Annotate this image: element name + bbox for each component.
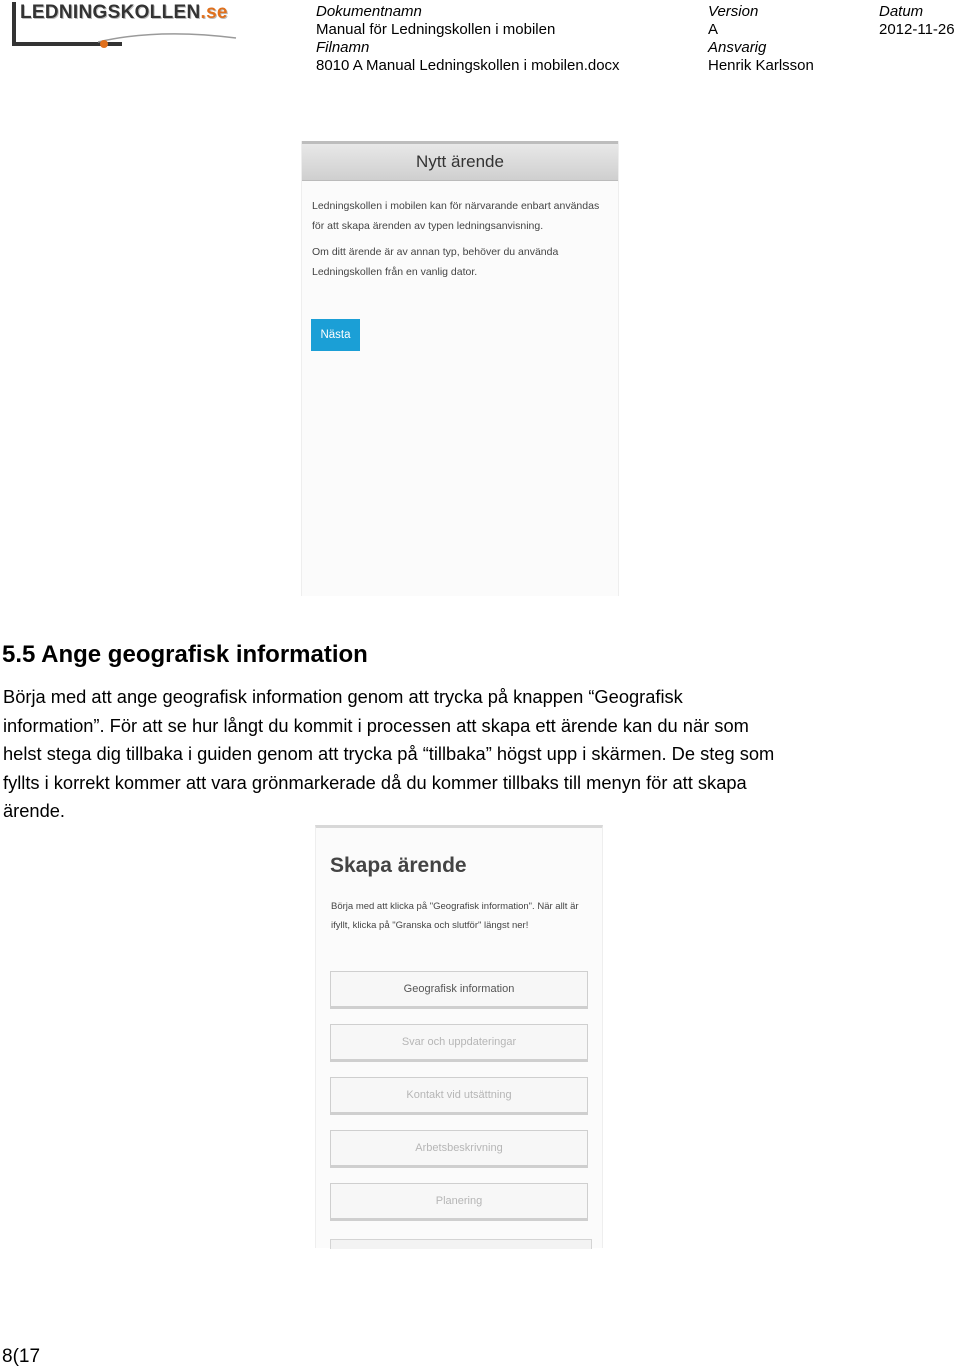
logo-bar xyxy=(12,2,16,46)
doc-name-value: Manual för Ledningskollen i mobilen xyxy=(316,21,556,38)
logo-text-main: LEDNINGSKOLLEN xyxy=(20,2,201,23)
next-button[interactable]: Nästa xyxy=(311,319,360,351)
screenshot-create-case xyxy=(315,825,603,1248)
logo-text xyxy=(20,2,228,24)
responsible-value: Henrik Karlsson xyxy=(708,57,814,74)
section-heading: 5.5 Ange geografisk information xyxy=(2,641,368,668)
new-case-info-text: Ledningskollen i mobilen kan för närvarande enbart användas för att skapa ärenden av typen ledningsanvisning. xyxy=(312,200,600,232)
new-case-title: Nytt ärende xyxy=(302,141,618,181)
file-name-label: Filnamn xyxy=(316,39,370,56)
work-description-button[interactable]: Arbetsbeskrivning xyxy=(330,1130,588,1168)
date-label: Datum xyxy=(879,3,924,20)
screenshot-new-case xyxy=(301,141,619,596)
logo-swoosh-icon xyxy=(98,24,238,52)
paragraph-line: helst stega dig tillbaka i guiden genom att trycka på “tillbaka” högst upp i skärmen. De steg som xyxy=(3,743,775,764)
responsible-label: Ansvarig xyxy=(708,39,767,56)
planning-button[interactable]: Planering xyxy=(330,1183,588,1221)
create-case-title: Skapa ärende xyxy=(330,854,467,877)
company-logo xyxy=(8,2,238,54)
answers-updates-button[interactable]: Svar och uppdateringar xyxy=(330,1024,588,1062)
page-number: 8(17 xyxy=(2,1346,41,1367)
date-value: 2012-11-26 xyxy=(879,21,955,38)
paragraph-line: ärende. xyxy=(3,800,66,821)
logo-text-domain: .se xyxy=(200,2,228,23)
version-label: Version xyxy=(708,3,759,20)
next-button-partial xyxy=(330,1239,592,1249)
version-value: A xyxy=(708,21,719,38)
file-name-value: 8010 A Manual Ledningskollen i mobilen.docx xyxy=(316,57,620,74)
paragraph-line: Börja med att ange geografisk information genom att trycka på knappen “Geografisk xyxy=(3,686,683,707)
contact-staking-button[interactable]: Kontakt vid utsättning xyxy=(330,1077,588,1115)
new-case-other-type-text: Om ditt ärende är av annan typ, behöver du använda Ledningskollen från en vanlig dator. xyxy=(312,246,559,278)
section-paragraph xyxy=(3,683,957,826)
paragraph-line: information”. För att se hur långt du kommit i processen att skapa ett ärende kan du när som xyxy=(3,714,749,736)
paragraph-line: fyllts i korrekt kommer att vara grönmarkerade då du kommer tillbaks till menyn för att skapa xyxy=(3,771,747,793)
geographic-info-button[interactable]: Geografisk information xyxy=(330,971,588,1009)
doc-name-label: Dokumentnamn xyxy=(316,3,422,20)
create-case-instructions: Börja med att klicka på "Geografisk information". När allt är ifyllt, klicka på "Granska och slutför" längst ner! xyxy=(331,901,579,931)
